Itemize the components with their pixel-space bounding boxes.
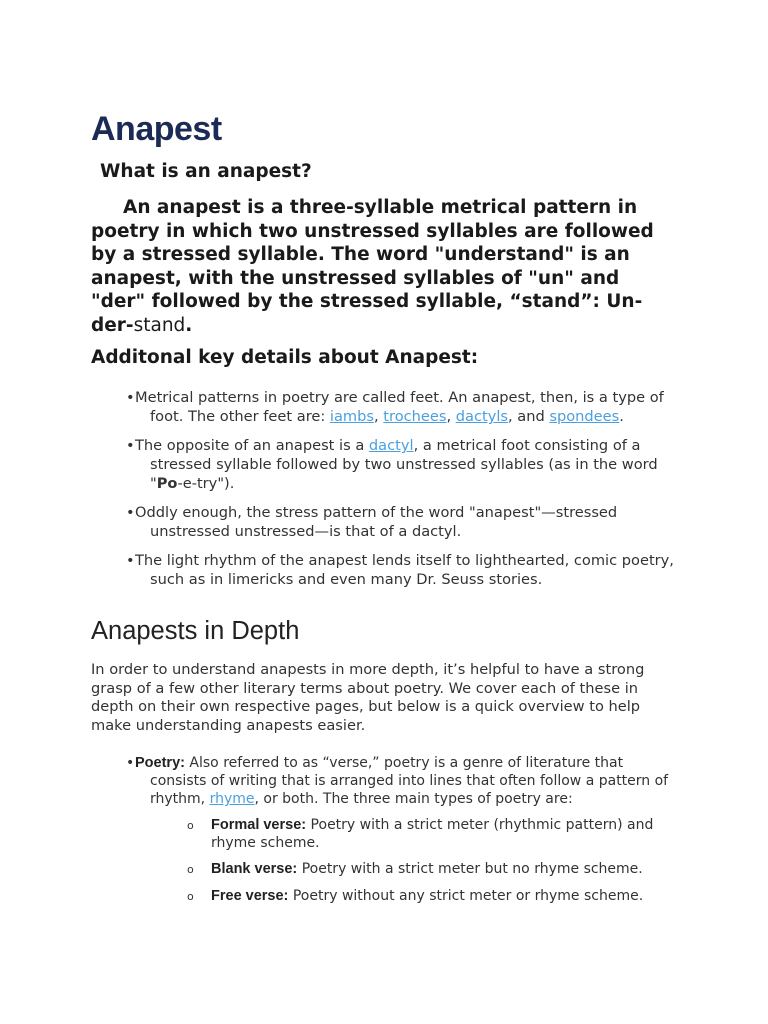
separator: , bbox=[374, 408, 384, 425]
question-heading: What is an anapest? bbox=[100, 161, 312, 182]
circle-bullet-icon: o bbox=[187, 889, 194, 903]
link-spondees[interactable]: spondees bbox=[549, 408, 620, 425]
poetry-types-list bbox=[187, 817, 657, 914]
key-details-heading: Additonal key details about Anapest: bbox=[91, 347, 479, 368]
term-description: Poetry without any strict meter or rhyme scheme. bbox=[288, 887, 644, 904]
bullet-icon: • bbox=[126, 437, 135, 454]
list-item bbox=[187, 888, 657, 906]
item-text-middle: , a metrical foot consisting of a stressed syllable followed by two unstressed syllables (as in the word " bbox=[150, 437, 658, 492]
definition-end: . bbox=[185, 314, 193, 336]
link-rhyme[interactable]: rhyme bbox=[209, 791, 255, 808]
list-item-poetry bbox=[126, 754, 671, 809]
item-text: The opposite of an anapest is a bbox=[135, 437, 369, 454]
link-dactyls[interactable]: dactyls bbox=[455, 408, 508, 425]
term-description: Also referred to as “verse,” poetry is a genre of literature that consists of writing that is arranged into lines that often follow a pattern of rhythm, bbox=[150, 755, 669, 808]
terms-list bbox=[126, 754, 671, 809]
circle-bullet-icon: o bbox=[187, 819, 194, 832]
item-text: Oddly enough, the stress pattern of the word "anapest"—stressed unstressed unstressed—is that of a dactyl. bbox=[135, 504, 618, 540]
list-item bbox=[126, 436, 686, 493]
bullet-icon: • bbox=[126, 552, 135, 569]
separator: , bbox=[446, 408, 456, 425]
term-description: Poetry with a strict meter but no rhyme scheme. bbox=[297, 861, 643, 877]
depth-intro-paragraph: In order to understand anapests in more depth, it’s helpful to have a strong grasp of a few other literary terms about poetry. We cover each of these in depth on their own respective pages, but below is a quick overview to help make understanding anapests easier. bbox=[91, 661, 645, 735]
term-description: Poetry with a strict meter (rhythmic pattern) and rhyme scheme. bbox=[211, 817, 654, 851]
list-item bbox=[126, 388, 686, 426]
link-iambs[interactable]: iambs bbox=[329, 408, 375, 425]
definition-paragraph bbox=[91, 196, 671, 337]
definition-light-word: stand bbox=[133, 314, 186, 336]
bullet-icon: • bbox=[126, 504, 135, 521]
term-label: Poetry: bbox=[135, 755, 185, 771]
item-text: Metrical patterns in poetry are called feet. An anapest, then, is a type of foot. The other feet are: bbox=[135, 389, 664, 425]
page-title: Anapest bbox=[91, 110, 222, 148]
item-text: The light rhythm of the anapest lends itself to lighthearted, comic poetry, such as in limericks and even many Dr. Seuss stories. bbox=[135, 552, 674, 588]
term-label: Blank verse: bbox=[211, 861, 298, 877]
circle-bullet-icon: o bbox=[187, 863, 194, 876]
item-text-end: -e-try"). bbox=[177, 475, 235, 492]
list-item bbox=[126, 503, 686, 541]
link-trochees[interactable]: trochees bbox=[383, 408, 447, 425]
stressed-syllable: Po bbox=[156, 475, 178, 492]
list-item bbox=[187, 817, 657, 852]
link-dactyl[interactable]: dactyl bbox=[368, 437, 414, 454]
key-details-list bbox=[126, 388, 686, 599]
term-description-end: , or both. The three main types of poetry are: bbox=[254, 791, 573, 808]
bullet-icon: • bbox=[126, 389, 135, 406]
separator: , and bbox=[508, 408, 550, 425]
term-label: Formal verse: bbox=[211, 817, 307, 833]
bullet-icon: • bbox=[126, 755, 135, 771]
list-item bbox=[126, 551, 686, 589]
term-label: Free verse: bbox=[211, 887, 289, 904]
section-heading-depth: Anapests in Depth bbox=[91, 617, 300, 645]
list-item bbox=[187, 861, 657, 879]
definition-text: An anapest is a three-syllable metrical pattern in poetry in which two unstressed syllables are followed by a stressed syllable. The word "understand" is an anapest, with the unstressed syllables of "un" and "der" followed by the stressed syllable, “stand”: Un-der- bbox=[91, 197, 654, 336]
item-text-end: . bbox=[619, 408, 624, 425]
